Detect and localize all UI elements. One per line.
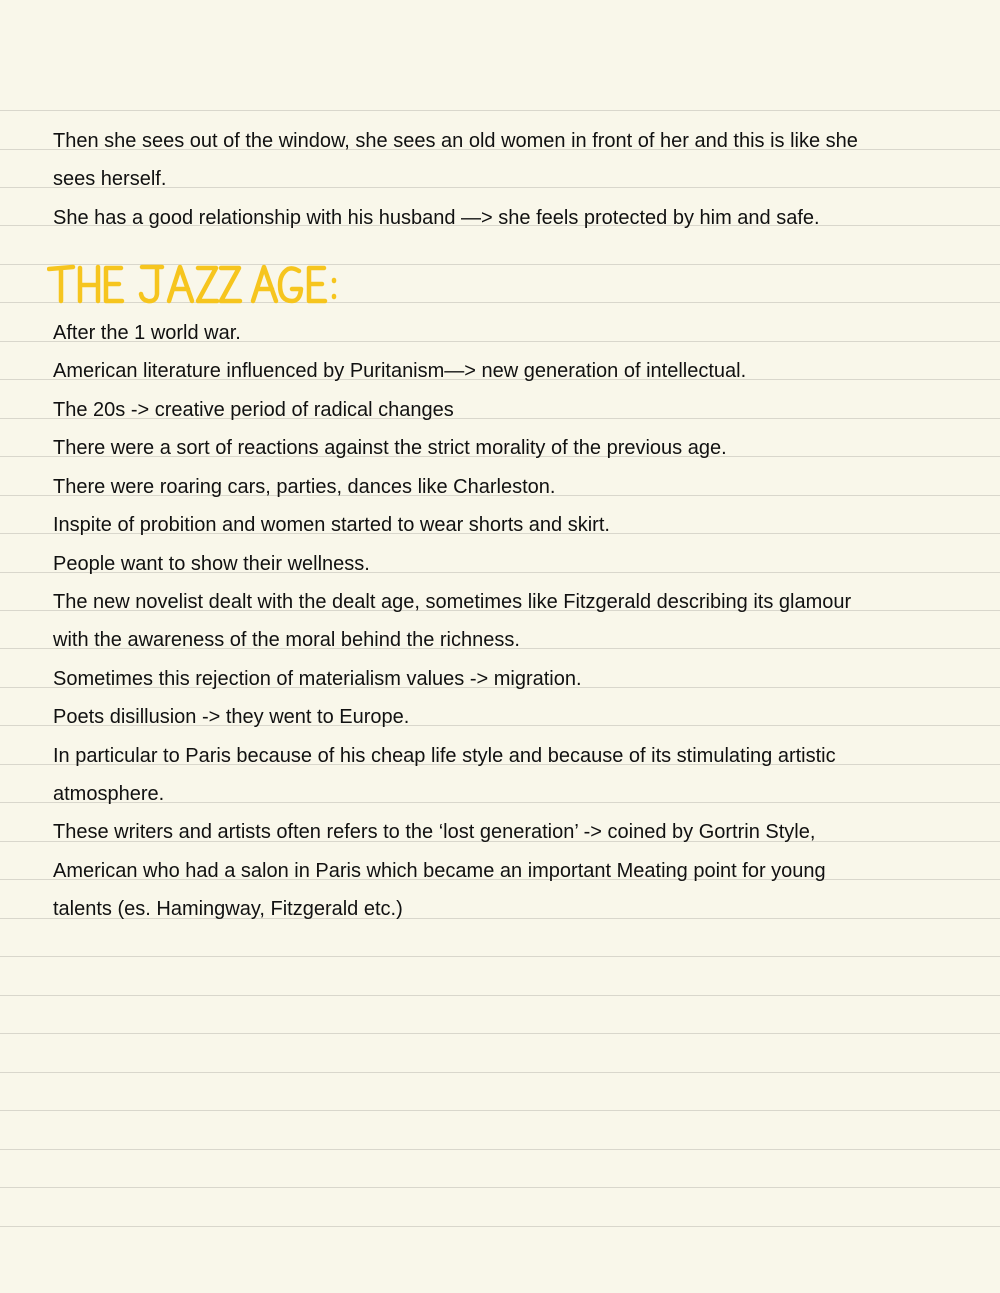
note-line: The new novelist dealt with the dealt age, sometimes like Fitzgerald describing its glamour xyxy=(53,591,852,613)
paper-rule xyxy=(0,995,1000,996)
note-line: atmosphere. xyxy=(53,783,165,805)
note-line: People want to show their wellness. xyxy=(53,553,370,575)
paper-rule xyxy=(0,1226,1000,1227)
note-line: In particular to Paris because of his cheap life style and because of its stimulating artistic xyxy=(53,745,836,767)
paper-rule xyxy=(0,1187,1000,1188)
paper-rule xyxy=(0,110,1000,111)
note-line: American literature influenced by Puritanism—> new generation of intellectual. xyxy=(53,360,747,382)
note-line: sees herself. xyxy=(53,168,167,190)
section-heading xyxy=(47,256,347,312)
paper-rule xyxy=(0,1033,1000,1034)
note-line: Inspite of probition and women started to wear shorts and skirt. xyxy=(53,514,610,536)
note-line: talents (es. Hamingway, Fitzgerald etc.) xyxy=(53,898,403,920)
note-line: The 20s -> creative period of radical changes xyxy=(53,399,454,421)
note-line: There were a sort of reactions against the strict morality of the previous age. xyxy=(53,437,727,459)
note-line: Poets disillusion -> they went to Europe. xyxy=(53,706,410,728)
note-line: American who had a salon in Paris which became an important Meating point for young xyxy=(53,860,826,882)
note-line: These writers and artists often refers to the ‘lost generation’ -> coined by Gortrin Style, xyxy=(53,821,816,843)
note-line: After the 1 world war. xyxy=(53,322,241,344)
paper-rule xyxy=(0,956,1000,957)
paper-rule xyxy=(0,1110,1000,1111)
paper-rule xyxy=(0,1072,1000,1073)
note-line: She has a good relationship with his husband —> she feels protected by him and safe. xyxy=(53,207,820,229)
note-line: There were roaring cars, parties, dances like Charleston. xyxy=(53,476,556,498)
paper-rule xyxy=(0,1149,1000,1150)
note-line: with the awareness of the moral behind the richness. xyxy=(53,629,520,651)
note-line: Sometimes this rejection of materialism values -> migration. xyxy=(53,668,582,690)
note-line: Then she sees out of the window, she sees an old women in front of her and this is like she xyxy=(53,130,858,152)
handwritten-heading xyxy=(47,256,347,312)
